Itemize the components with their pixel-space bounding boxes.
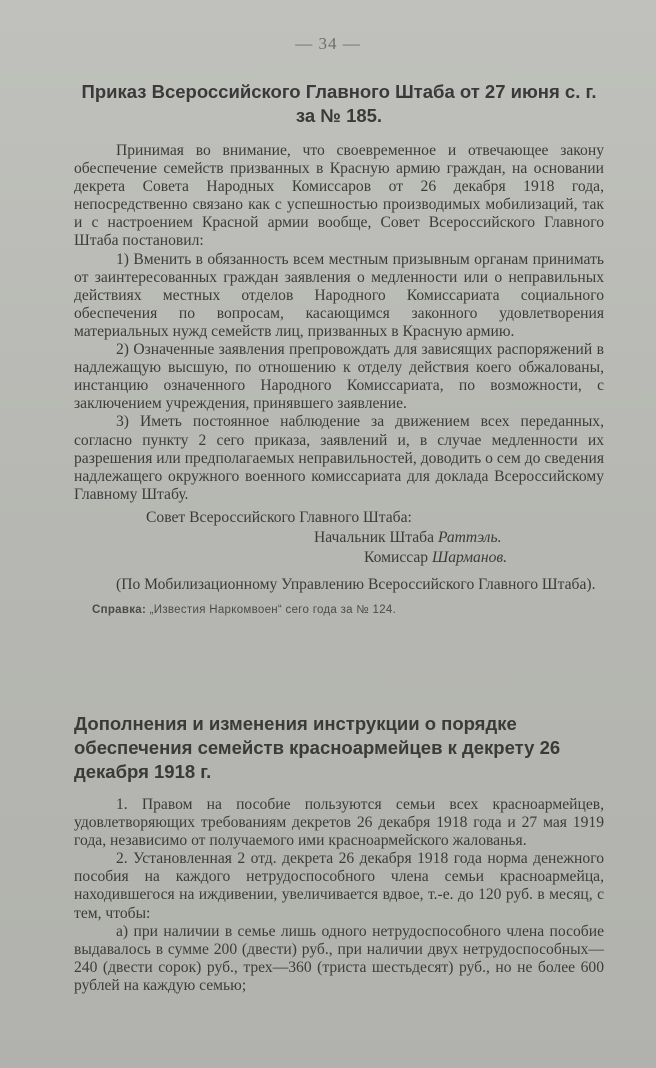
reference-label: Справка: [92,603,147,616]
order-title-line-2: за № 185. [295,105,383,126]
reference-text: „Известия Наркомвоен“ сего года за № 124. [149,603,397,616]
order-preamble: Принимая во внимание, что своевременное и отвечающее закону обеспечение семейств призванных в Красную армию граждан, на основании декрета Совета Народных Комиссаров от 26 декабря 1918 года, непосредственно связано как с успешностью производимых мобилизаций, так и с настроением Красной армии вообще, Совет Всероссийского Главного Штаба постановил: [74,142,604,250]
order-point-2: 2) Означенные заявления препровождать для зависящих распоряжений в надлежащую высшую, по отношению к отделу действия коего обжалованы, инстанцию означенного Народного Комиссариата, по возможности, с заключением учреждения, принявшего заявление. [74,341,604,413]
reference-note [74,602,604,618]
commissar-name: Шарманов. [432,548,508,566]
signature-chief [74,528,604,548]
order-point-1: 1) Вменить в обязанность всем местным призывным органам принимать от заинтересованных граждан заявления о медленности или о неправильных действиях местных отделов Народного Комиссариата социального обеспечения по вопросам, касающимся законного удовлетворения материальных нужд семейств лиц, призванных в Красную армию. [74,250,604,340]
signature-council: Совет Всероссийского Главного Штаба: [146,508,412,526]
amendment-point-2a: а) при наличии в семье лишь одного нетрудоспособного члена пособие выдавалось в сумме 200 (двести) руб., при наличии двух нетрудоспособных—240 (двести сорок) руб., трех—360 (триста шестьдесят) руб., но не более 600 рублей на каждую семью; [74,922,604,994]
amendment-point-2: 2. Установленная 2 отд. декрета 26 декабря 1918 года норма денежного пособия на каждого нетрудоспособного члена семьи красноармейца, находившегося на иждивении, увеличивается вдвое, т.-е. до 120 руб. в месяц, с тем, чтобы: [74,850,604,922]
amendments-title: Дополнения и изменения инструкции о порядке обеспечения семейств красноармейцев к декрету 26 декабря 1918 г. [74,713,561,782]
order-section [74,80,604,618]
commissar-title: Комиссар [364,548,429,566]
signature-commissar [74,548,604,568]
amendments-section [74,712,604,995]
order-point-3: 3) Иметь постоянное наблюдение за движением всех переданных, согласно пункту 2 сего приказа, заявлений и, в случае медленности их разрешения или предполагаемых неправильностей, доводить о сем до сведения надлежащего окружного военного комиссариата для доклада Всероссийскому Главному Штабу. [74,413,604,503]
order-title-line-1: Приказ Всероссийского Главного Штаба от 27 июня с. г. [81,81,597,102]
source-note: (По Мобилизационному Управлению Всероссийского Главного Штаба). [116,575,596,593]
chief-title: Начальник Штаба [314,528,435,546]
amendment-point-1: 1. Правом на пособие пользуются семьи всех красноармейцев, удовлетворяющих требованиям декретов 26 декабря 1918 года и 27 мая 1919 года, независимо от получаемого ими красноармейского жалованья. [74,796,604,850]
chief-name: Раттэль. [437,528,502,546]
page-number: — 34 — [295,34,361,53]
